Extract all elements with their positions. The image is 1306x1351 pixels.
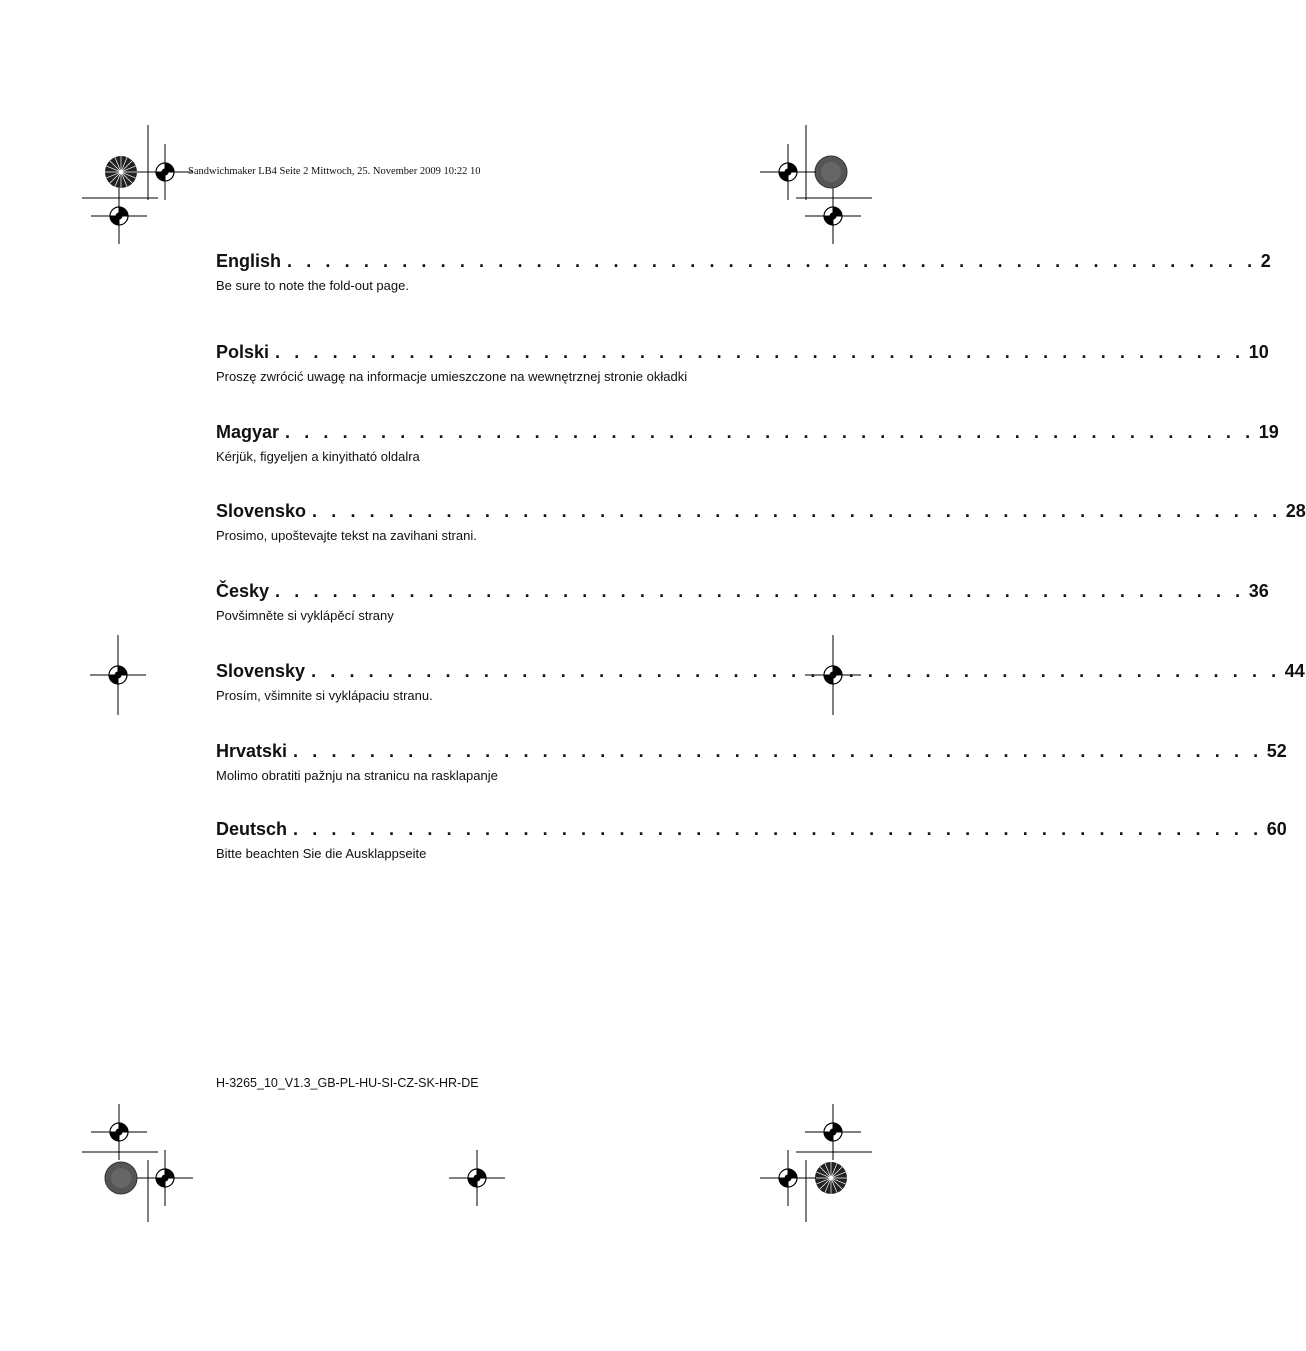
toc-entry-slovensky[interactable]	[216, 660, 1305, 704]
toc-entry-page: 36	[1248, 581, 1269, 601]
toc-entry-page: 10	[1248, 342, 1269, 362]
print-header-line: Sandwichmaker LB4 Seite 2 Mittwoch, 25. November 2009 10:22 10	[188, 166, 481, 177]
toc-entry-title: Magyar	[216, 422, 280, 442]
toc-entry-page: 28	[1285, 501, 1306, 521]
toc-entry-page: 60	[1266, 819, 1287, 839]
toc-entry-note: Proszę zwrócić uwagę na informacje umieszczone na wewnętrznej stronie okładki	[216, 369, 688, 384]
gray-density-mark-icon	[815, 156, 847, 188]
toc-entry-note: Prosím, všimnite si vyklápaciu stranu.	[216, 688, 433, 703]
toc-entry-deutsch[interactable]	[216, 818, 1287, 862]
registration-mark-icon	[137, 1150, 193, 1206]
toc-leader-dots: . . . . . . . . . . . . . . . . . . . . . . . . . . . . . . . . . . . . . . . . . . . . . . . . . . .	[275, 342, 1245, 362]
toc-entry-title: English	[216, 251, 282, 271]
toc-leader-dots: . . . . . . . . . . . . . . . . . . . . . . . . . . . . . . . . . . . . . . . . . . . . . . . . . . .	[312, 501, 1282, 521]
toc-entry-note: Bitte beachten Sie die Ausklappseite	[216, 846, 427, 861]
toc-leader-dots: . . . . . . . . . . . . . . . . . . . . . . . . . . . . . . . . . . . . . . . . . . . . . . . . . . .	[293, 741, 1263, 761]
toc-entry-title: Hrvatski	[216, 741, 288, 761]
registration-mark-icon	[805, 188, 861, 244]
toc-entry-note: Kérjük, figyeljen a kinyitható oldalra	[216, 449, 420, 464]
gray-density-mark-icon	[105, 1162, 137, 1194]
registration-mark-icon	[760, 144, 816, 200]
toc-leader-dots: . . . . . . . . . . . . . . . . . . . . . . . . . . . . . . . . . . . . . . . . . . . . . . . . . . .	[311, 661, 1281, 681]
toc-entry-note: Be sure to note the fold-out page.	[216, 278, 409, 293]
toc-entry-english[interactable]	[216, 250, 1271, 294]
color-star-mark-icon	[815, 1162, 847, 1194]
toc-entry-title: Polski	[216, 342, 270, 362]
toc-leader-dots: . . . . . . . . . . . . . . . . . . . . . . . . . . . . . . . . . . . . . . . . . . . . . . . . . . .	[275, 581, 1245, 601]
toc-entry-page: 19	[1258, 422, 1279, 442]
document-code: H-3265_10_V1.3_GB-PL-HU-SI-CZ-SK-HR-DE	[216, 1076, 479, 1090]
toc-entry-title: Slovensky	[216, 661, 306, 681]
registration-mark-icon	[760, 1150, 816, 1206]
toc-entry-title: Deutsch	[216, 819, 288, 839]
toc-entry-note: Prosimo, upoštevajte tekst na zavihani strani.	[216, 528, 477, 543]
registration-mark-icon	[449, 1150, 505, 1206]
toc-entry-magyar[interactable]	[216, 421, 1279, 465]
registration-mark-icon	[91, 188, 147, 244]
toc-entry-polski[interactable]	[216, 341, 1269, 385]
toc-entry-title: Slovensko	[216, 501, 307, 521]
toc-entry-note: Povšimněte si vyklápěcí strany	[216, 608, 394, 623]
registration-mark-icon	[137, 144, 193, 200]
toc-entry-slovensko[interactable]	[216, 500, 1306, 544]
toc-entry-page: 44	[1284, 661, 1305, 681]
toc-leader-dots: . . . . . . . . . . . . . . . . . . . . . . . . . . . . . . . . . . . . . . . . . . . . . . . . . . .	[287, 251, 1257, 271]
toc-entry-page: 2	[1260, 251, 1271, 271]
toc-entry-cesky[interactable]	[216, 580, 1269, 624]
toc-entry-hrvatski[interactable]	[216, 740, 1287, 784]
toc-leader-dots: . . . . . . . . . . . . . . . . . . . . . . . . . . . . . . . . . . . . . . . . . . . . . . . . . . .	[293, 819, 1263, 839]
toc-entry-note: Molimo obratiti pažnju na stranicu na rasklapanje	[216, 768, 498, 783]
toc-entry-page: 52	[1266, 741, 1287, 761]
toc-entry-title: Česky	[216, 581, 270, 601]
color-star-mark-icon	[105, 156, 137, 188]
toc-leader-dots: . . . . . . . . . . . . . . . . . . . . . . . . . . . . . . . . . . . . . . . . . . . . . . . . . . .	[285, 422, 1255, 442]
